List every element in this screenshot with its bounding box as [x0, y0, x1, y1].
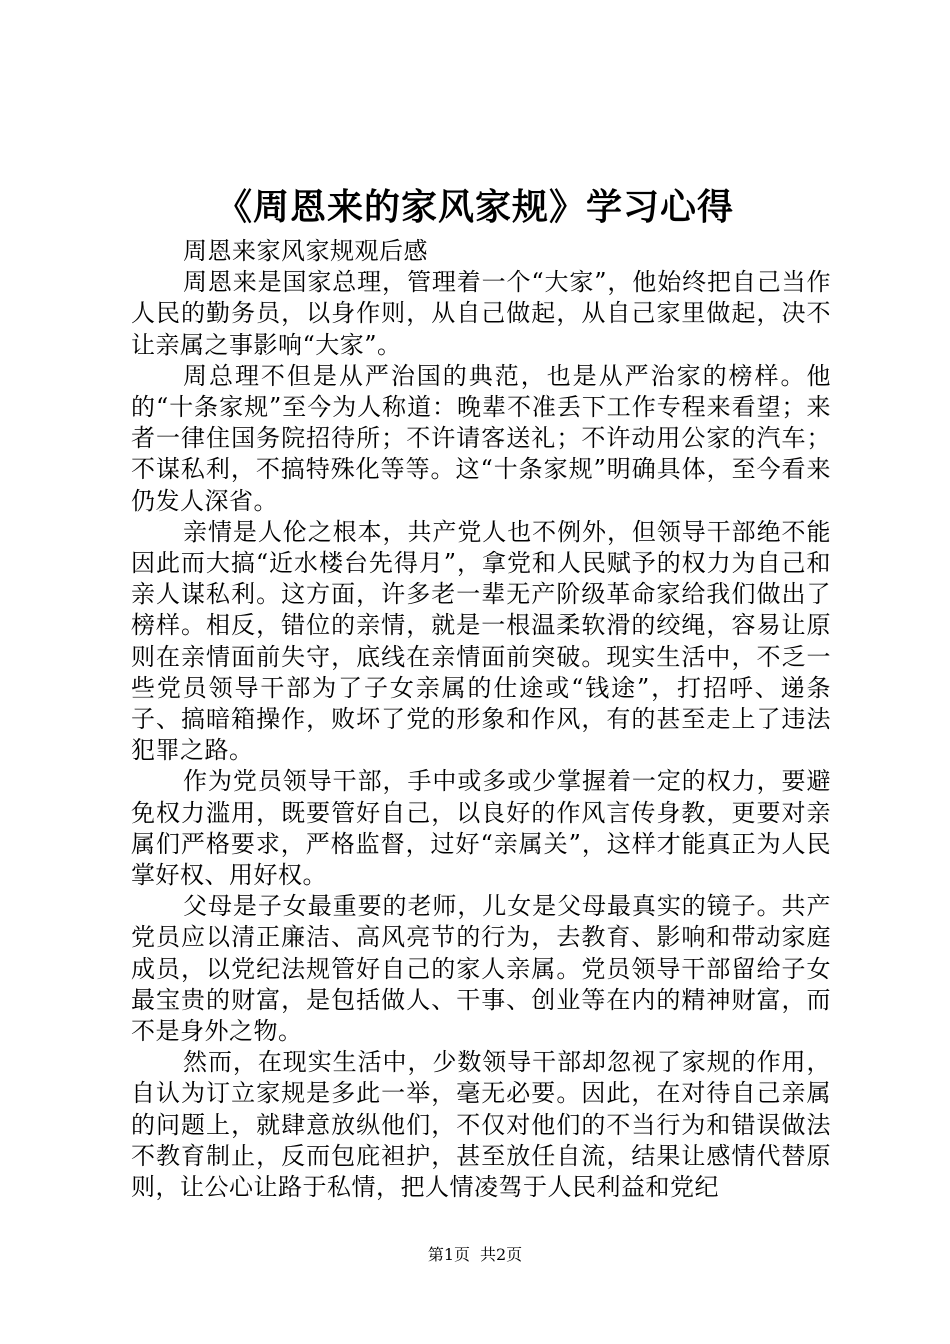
paragraph-subtitle: 周恩来家风家规观后感 — [183, 237, 428, 265]
paragraph: 亲情是人伦之根本，共产党人也不例外，但领导干部绝不能因此而大搞“近水楼台先得月”，拿党和人民赋予的权力为自己和亲人谋私利。这方面，许多老一辈无产阶级革命家给我们做出了榜样。相反，错位的亲情，就是一根温柔软滑的绞绳，容易让原则在亲情面前失守，底线在亲情面前突破。现实生活中，不乏一些党员领导干部为了子女亲属的仕途或“钱途”，打招呼、递条子、搞暗箱操作，败坏了党的形象和作风，有的甚至走上了违法犯罪之路。 — [131, 517, 831, 765]
paragraph: 作为党员领导干部，手中或多或少掌握着一定的权力，要避免权力滥用，既要管好自己，以良好的作风言传身教，更要对亲属们严格要求，严格监督，过好“亲属关”，这样才能真正为人民掌好权、用好权。 — [131, 767, 831, 890]
page-footer — [0, 1244, 950, 1266]
document-title: 《周恩来的家风家规》学习心得 — [215, 186, 734, 228]
page-number-current: 第1页 — [427, 1245, 470, 1264]
paragraph: 然而，在现实生活中，少数领导干部却忽视了家规的作用，自认为订立家规是多此一举，毫无必要。因此，在对待自己亲属的问题上，就肆意放纵他们，不仅对他们的不当行为和错误做法不教育制止，反而包庇袒护，甚至放任自流，结果让感情代替原则，让公心让路于私情，把人情凌驾于人民利益和党纪 — [131, 1048, 831, 1202]
paragraph: 周恩来是国家总理，管理着一个“大家”，他始终把自己当作人民的勤务员，以身作则，从自己做起，从自己家里做起，决不让亲属之事影响“大家”。 — [131, 268, 831, 359]
paragraph: 父母是子女最重要的老师，儿女是父母最真实的镜子。共产党员应以清正廉洁、高风亮节的行为，去教育、影响和带动家庭成员，以党纪法规管好自己的家人亲属。党员领导干部留给子女最宝贵的财富，是包括做人、干事、创业等在内的精神财富，而不是身外之物。 — [131, 892, 831, 1046]
page-number-total: 共2页 — [480, 1245, 523, 1264]
paragraph: 周总理不但是从严治国的典范，也是从严治家的榜样。他的“十条家规”至今为人称道：晚辈不准丢下工作专程来看望；来者一律住国务院招待所；不许请客送礼；不许动用公家的汽车；不谋私利，不搞特殊化等等。这“十条家规”明确具体，至今看来仍发人深省。 — [131, 361, 831, 515]
document-body — [131, 236, 831, 1203]
